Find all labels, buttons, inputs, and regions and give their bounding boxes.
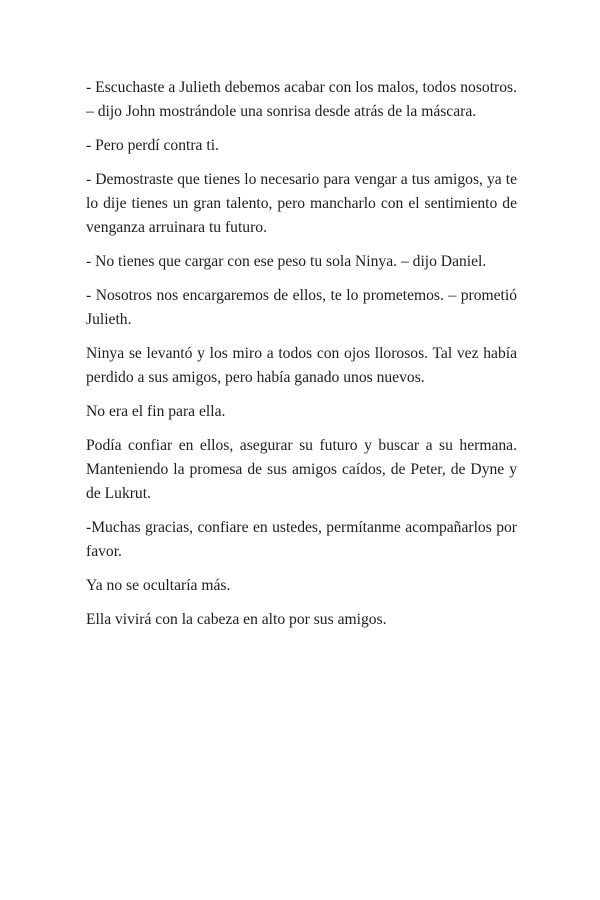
paragraph-8: Podía confiar en ellos, asegurar su futuro y buscar a su hermana. Manteniendo la promesa de sus amigos caídos, de Peter, de Dyne y de Lukrut. (86, 437, 517, 502)
paragraph-3: - Demostraste que tienes lo necesario para vengar a tus amigos, ya te lo dije tienes un gran talento, pero mancharlo con el sentimiento de venganza arruinara tu futuro. (86, 171, 517, 236)
paragraph-10: Ya no se ocultaría más. (86, 577, 231, 594)
paragraph-5: - Nosotros nos encargaremos de ellos, te lo prometemos. – prometió Julieth. (86, 287, 517, 328)
paragraph-7: No era el fin para ella. (86, 403, 226, 420)
paragraph-4: - No tienes que cargar con ese peso tu sola Ninya. – dijo Daniel. (86, 253, 487, 270)
paragraph-1: - Escuchaste a Julieth debemos acabar con los malos, todos nosotros. – dijo John mostrándole una sonrisa desde atrás de la máscara. (86, 79, 517, 120)
paragraph-2: - Pero perdí contra ti. (86, 137, 219, 154)
document-page (86, 76, 517, 642)
paragraph-6: Ninya se levantó y los miro a todos con ojos llorosos. Tal vez había perdido a sus amigos, pero había ganado unos nuevos. (86, 345, 517, 386)
paragraph-11: Ella vivirá con la cabeza en alto por sus amigos. (86, 611, 387, 628)
paragraph-9: -Muchas gracias, confiare en ustedes, permítanme acompañarlos por favor. (86, 519, 517, 560)
